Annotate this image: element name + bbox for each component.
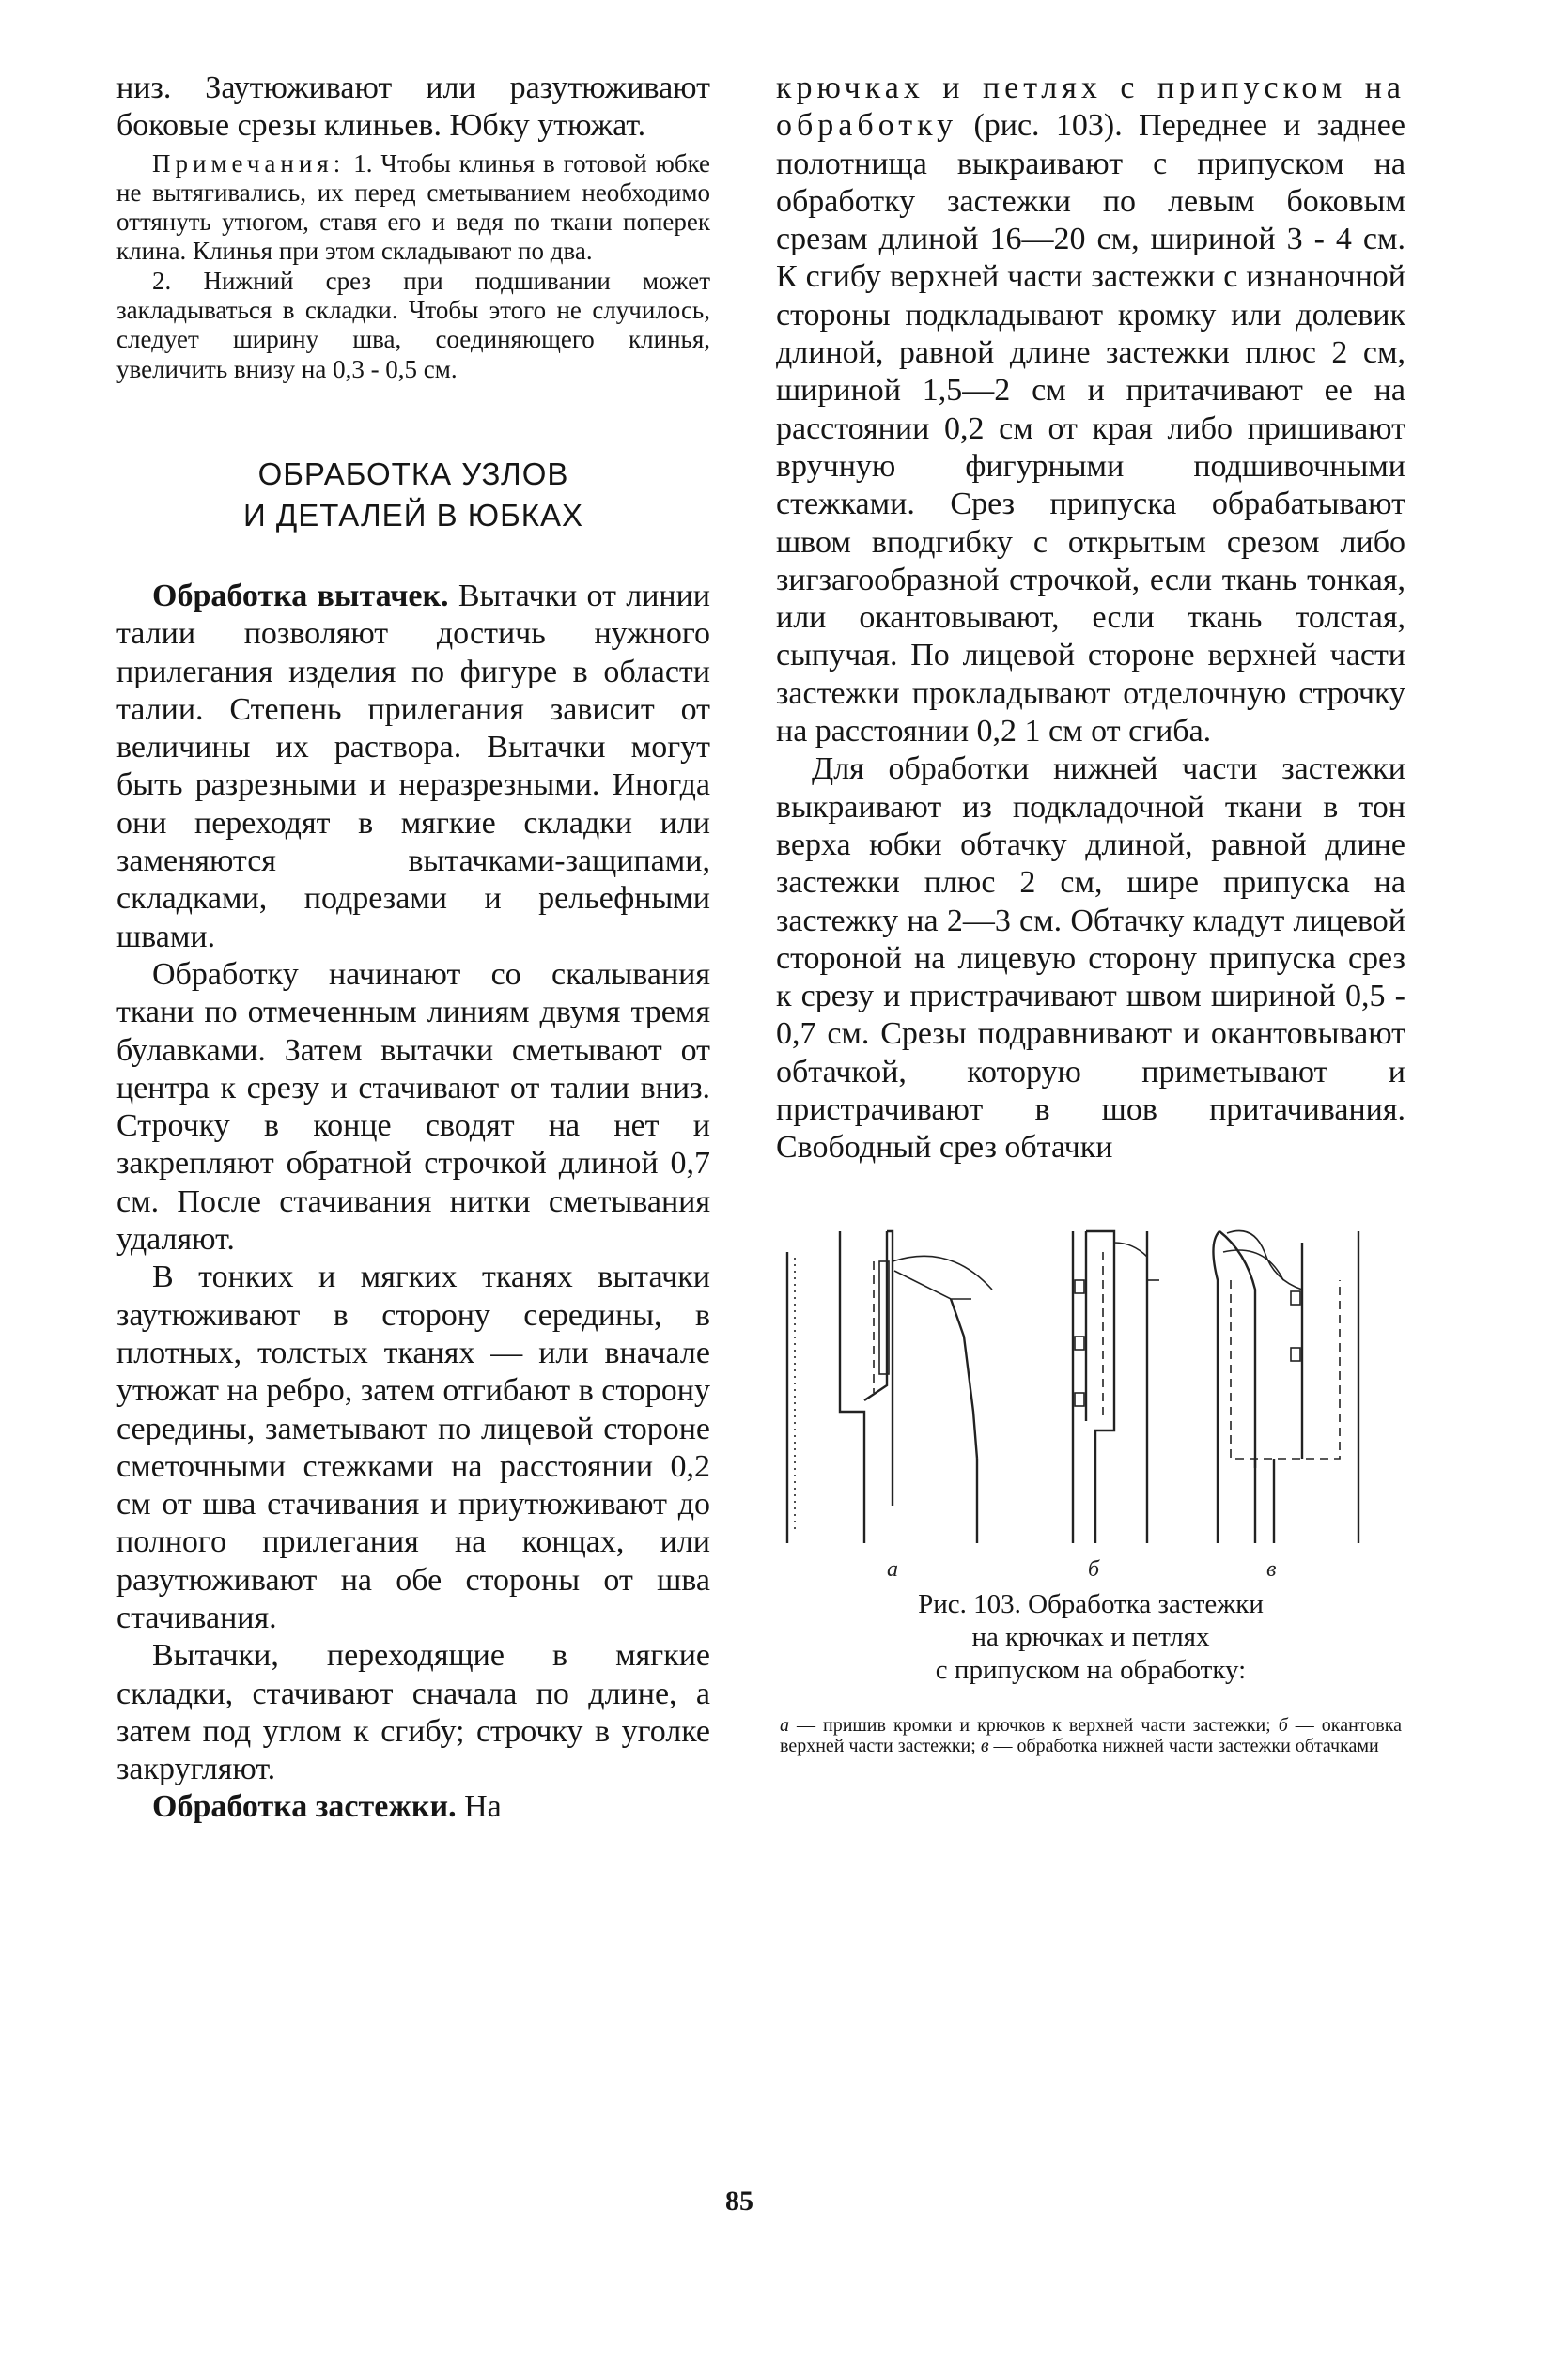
note-2: 2. Нижний срез при подшивании может закладываться в складки. Чтобы этого не случилось, следует ширину шва, соединяющего клинья, увеличить внизу на 0,3 - 0,5 см. [116, 266, 710, 383]
paragraph-lower-closure: Для обработки нижней части застежки выкраивают из подкладочной ткани в тон верха юбки обтачку длиной, равной длине застежки плюс 2 см, шире припуска на застежку на 2—3 см. Обтачку кладут лицевой стороной на лицевую сторону припуска срез к срезу и пристрачивают швом шириной 0,5 - 0,7 см. Срезы подравнивают и окантовывают обтачкой, которую приметывают и пристрачивают в шов притачивания. Свободный срез обтачки [776, 751, 1405, 1166]
legend-c-text: — обработка нижней части застежки обтачками [988, 1735, 1379, 1756]
figure-illustration [776, 1224, 1405, 1581]
legend-b-text: — окантовка верхней части застежки; [780, 1714, 1402, 1756]
darts-text: Вытачки от линии талии позволяют достичь нужного прилегания изделия по фигуре в области талии. Степень прилегания зависит от величины их раствора. Вытачки могут быть разрезными и неразрезными. Иногда они переходят в мягкие складки или заменяются вытачками-защипами, складками, подрезами и рельефными швами. [116, 578, 710, 954]
legend-b-letter: б [1278, 1714, 1288, 1736]
panel-a [787, 1231, 992, 1543]
paragraph-darts [116, 578, 710, 956]
closure-text: На [456, 1789, 502, 1825]
figure-legend [780, 1715, 1402, 1756]
paragraph-pressing: В тонких и мягких тканях вытачки заутюживают в сторону середины, в плотных, толстых тканях — или вначале утюжат на ребро, затем отгибают в сторону середины, заметывают по лицевой стороне сметочными стежками на расстоянии 0,2 см от шва стачивания и приутюживают до полного прилегания на концах, или разутюживают на обе стороны от шва стачивания. [116, 1260, 710, 1635]
paragraph-pinning: Обработку начинают со скалывания ткани по отмеченным линиям двумя тремя булавками. Затем вытачки сметывают от центра к срезу и стачивают от талии вниз. Строчку в конце сводят на нет и закрепляют обратной строчкой длиной 0,7 см. После стачивания нитки сметывания удаляют. [116, 956, 710, 1258]
figure-caption [776, 1588, 1405, 1687]
hooks-text: (рис. 103). Переднее и заднее полотнища выкраивают с припуском на обработку застежки по левым боковым срезам длиной 16—20 см, шириной 3 - 4 см. К сгибу верхней части застежки с изнаночной стороны подкладывают кромку или долевик длиной, равной длине застежки плюс 2 см, шириной 1,5—2 см и притачивают ее на расстоянии 0,2 см от края либо пришивают вручную фигурными подшивочными стежками. Срез припуска обрабатывают швом вподгибку с открытым срезом либо зигзагообразной строчкой, если ткань тонкая, или окантовывают, если ткань толстая, сыпучая. По лицевой стороне верхней части застежки прокладывают отделочную строчку на расстоянии 0,2 1 см от сгиба. [776, 108, 1405, 750]
note-1 [116, 149, 710, 267]
figure-103 [776, 1224, 1405, 1756]
darts-title: Обработка вытачек. [152, 578, 449, 613]
closure-title: Обработка застежки. [152, 1789, 457, 1825]
heading-line-2: И ДЕТАЛЕЙ В ЮБКАХ [242, 497, 584, 533]
legend-a-letter: а [780, 1714, 789, 1736]
hooks-spaced-text: крючках и петлях с припуском на обработку [776, 70, 1405, 144]
page-number: 85 [725, 2186, 753, 2217]
caption-line-2: на крючках и петлях [971, 1621, 1210, 1652]
left-column [116, 70, 710, 1827]
paragraph-continuation: низ. Заутюживают или разутюживают боковые срезы клиньев. Юбку утюжат. [116, 70, 710, 144]
legend-a-text: — пришив кромки и крючков к верхней части застежки; [789, 1714, 1279, 1736]
right-column [776, 70, 1405, 1756]
panel-a-label: а [887, 1556, 898, 1581]
section-heading [116, 454, 710, 536]
paragraph-hooks [776, 70, 1405, 750]
panel-c-label: в [1266, 1556, 1277, 1581]
paragraph-folds: Вытачки, переходящие в мягкие складки, стачивают сначала по длине, а затем под углом к сгибу; строчку в уголке закругляют. [116, 1638, 710, 1787]
heading-line-1: ОБРАБОТКА УЗЛОВ [257, 456, 569, 491]
note-label: Примечания: [152, 148, 346, 178]
panel-c [1213, 1230, 1358, 1543]
panel-b [1073, 1231, 1159, 1543]
paragraph-closure [116, 1788, 710, 1826]
note-1-text: 1. Чтобы клинья в готовой юбке не вытягивались, их перед сметыванием необходимо оттянуть утюгом, ставя его и ведя по ткани поперек клина. Клинья при этом складывают по два. [116, 148, 710, 266]
panel-b-label: б [1088, 1556, 1100, 1581]
caption-line-1: Рис. 103. Обработка застежки [918, 1588, 1264, 1619]
caption-line-3: с припуском на обработку: [935, 1654, 1247, 1685]
legend-c-letter: в [980, 1735, 989, 1756]
